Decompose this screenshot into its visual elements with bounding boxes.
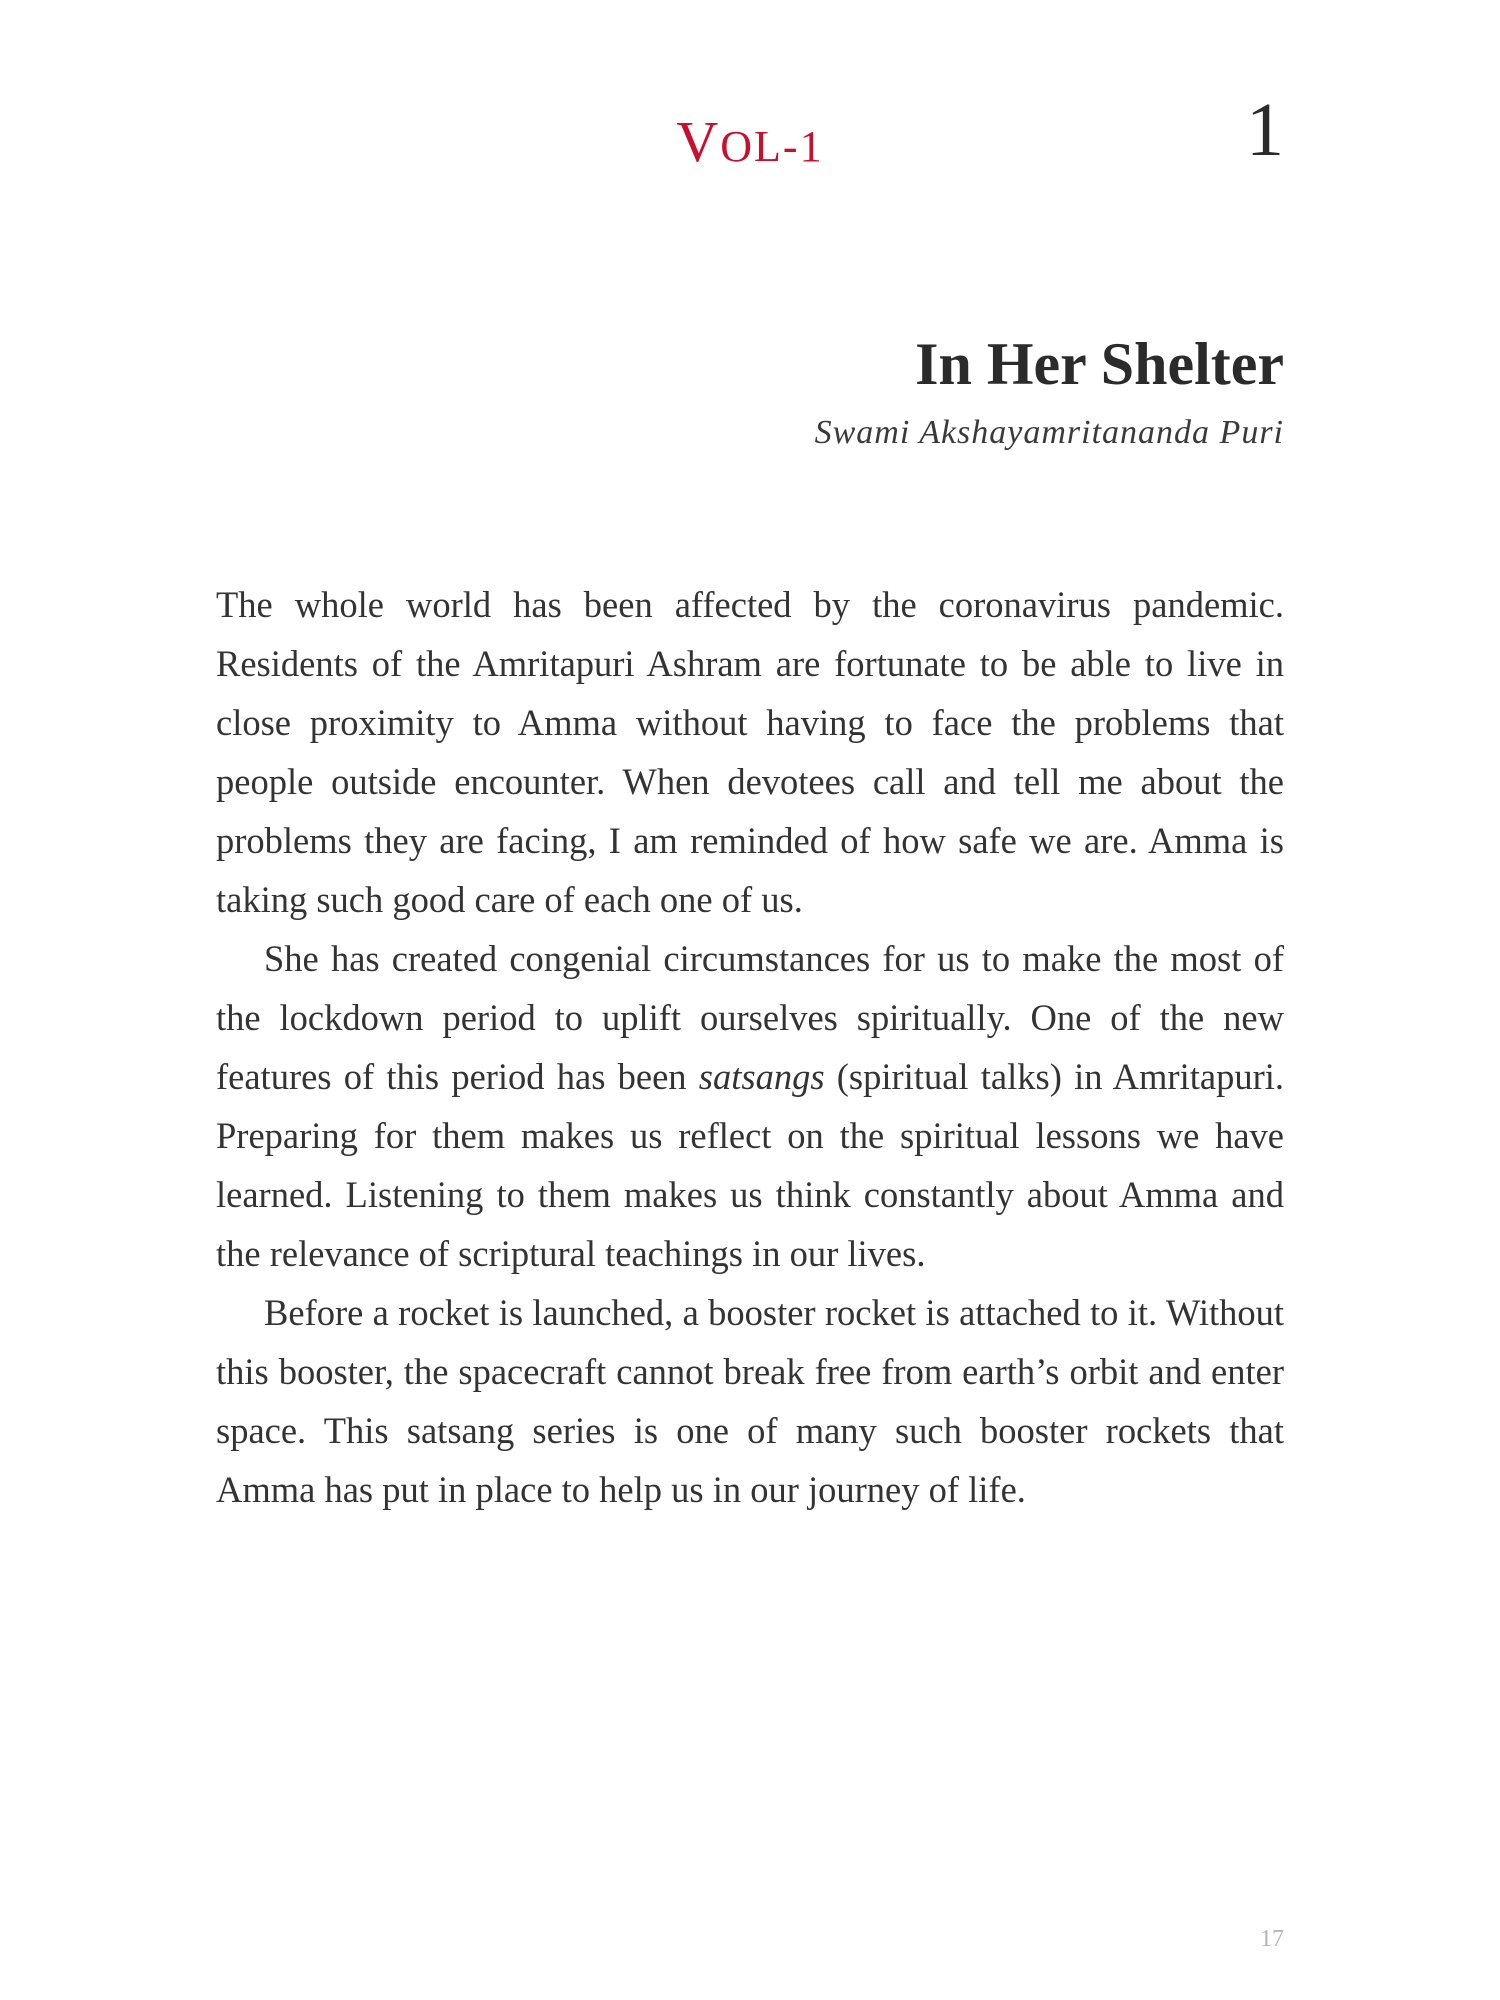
chapter-body xyxy=(216,575,1284,1519)
chapter-number: 1 xyxy=(1246,88,1284,172)
paragraph-2 xyxy=(216,929,1284,1283)
paragraph-2-end: (spiritual talks) in Amritapuri. Preparing for them makes us reflect on the spiritual lessons we have learned. Listening to them makes us think constantly about Amma and the relevance of scriptural teachings in our lives. xyxy=(216,1056,1284,1274)
paragraph-2-start: She has created congenial circumstances for us to make the most of the lockdown period to uplift ourselves spiritually. One of the new features of this period has been xyxy=(216,938,1284,1097)
paragraph-1: The whole world has been affected by the coronavirus pandemic. Residents of the Amritapuri Ashram are fortunate to be able to live in close proximity to Amma without having to face the problems that people outside encounter. When devotees call and tell me about the problems they are facing, I am reminded of how safe we are. Amma is taking such good care of each one of us. xyxy=(216,584,1284,920)
page-number: 17 xyxy=(1260,1926,1284,1952)
running-head-rest: OL-1 xyxy=(720,122,824,171)
chapter-author: Swami Akshayamritananda Puri xyxy=(814,414,1284,451)
running-head-initial: V xyxy=(676,109,721,174)
paragraph-3: Before a rocket is launched, a booster rocket is attached to it. Without this booster, the spacecraft cannot break free from earth’s orbit and enter space. This satsang series is one of many such booster rockets that Amma has put in place to help us in our journey of life. xyxy=(216,1292,1284,1510)
chapter-title: In Her Shelter xyxy=(915,331,1284,397)
paragraph-2-italic-term: satsangs xyxy=(698,1056,825,1097)
